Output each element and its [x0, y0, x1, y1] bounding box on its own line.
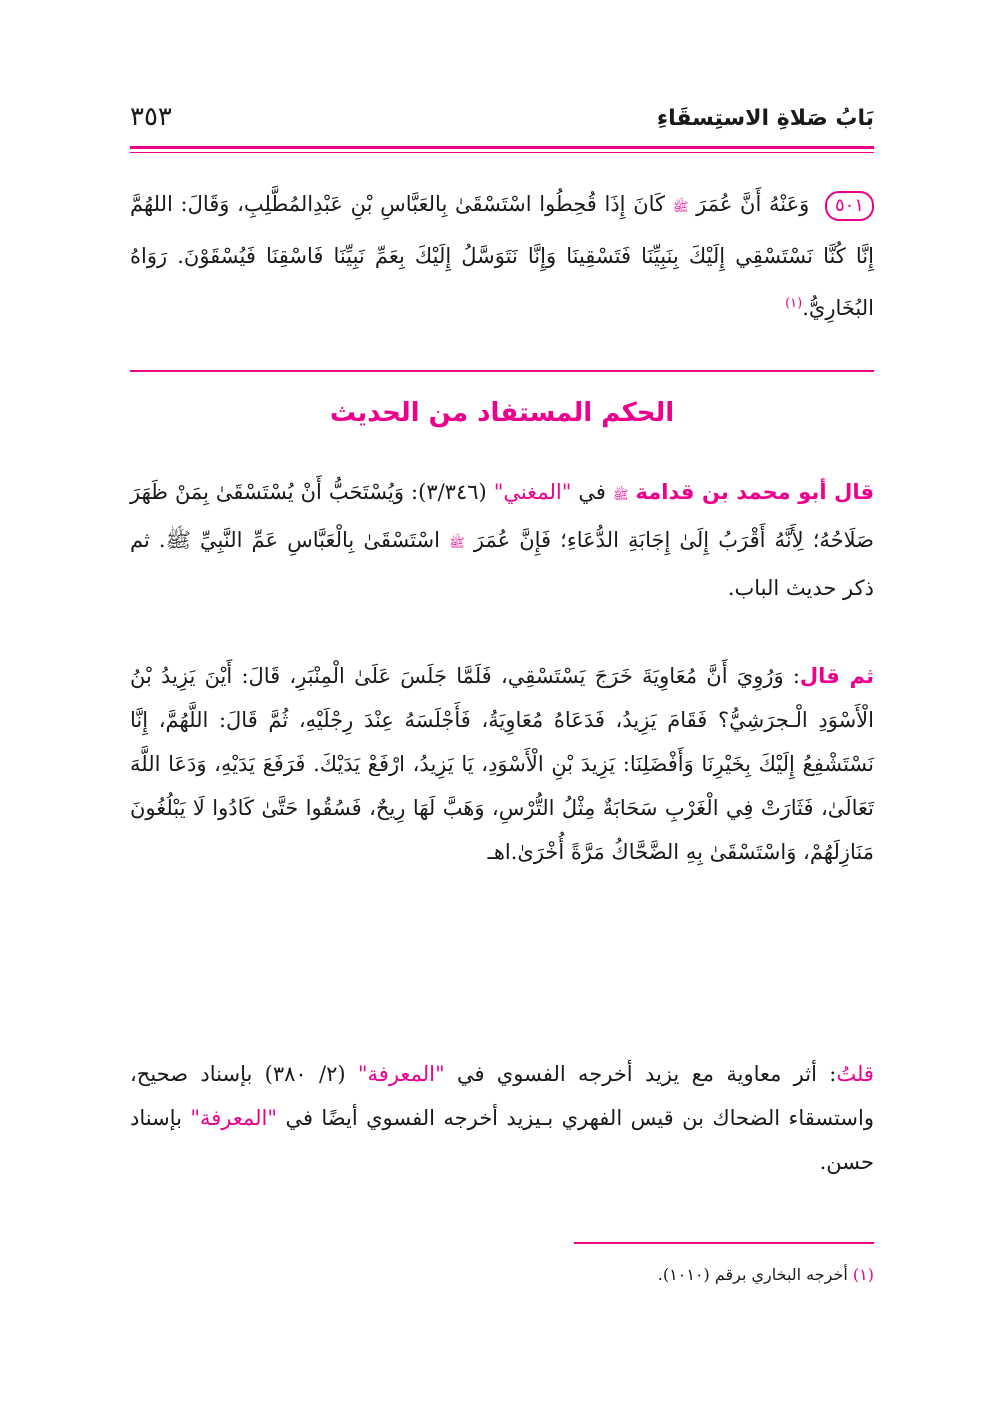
page-number: ٣٥٣	[130, 102, 172, 132]
book-title: "المعرفة"	[190, 1106, 278, 1130]
book-title: "المغني"	[493, 480, 572, 504]
paragraph-ibn-qudama	[130, 470, 874, 610]
hadith-part-1: وَعَنْهُ أَنَّ عُمَرَ	[696, 192, 810, 216]
hadith-part-2: كَانَ إِذَا قُحِطُوا اسْتَسْقَىٰ بِالعَبَّاسِ بْنِ عَبْدِالمُطَّلِبِ، وَقَالَ: اللهُمَّ إِنَّا كُنَّا نَسْتَسْقِي إِلَيْكَ بِنَبِيِّنَا فَتَسْقِينَا وَإِنَّا نَتَوَسَّلُ إِلَيْكَ بِعَمِّ نَبِيِّنَا فَاسْقِنَا فَيُسْقَوْنَ. رَوَاهُ البُخَارِيُّ.	[130, 192, 874, 320]
paragraph-muawiya	[130, 654, 874, 874]
honorific-symbol: ﷺ	[612, 488, 629, 503]
footnote-rule	[574, 1242, 874, 1244]
para3-text-1: : أثر معاوية مع يزيد أخرجه الفسوي في	[456, 1062, 837, 1086]
footnote-text: أخرجه البخاري برقم (١٠١٠).	[657, 1265, 848, 1284]
para1-text-2: (٣/٣٤٦): وَيُسْتَحَبُّ أَنْ يُسْتَسْقَىٰ بِمَنْ ظَهَرَ صَلَاحُهُ؛ لِأَنَّهُ أَقْرَبُ إِلَىٰ إِجَابَةِ الدُّعَاءِ؛ فَإِنَّ عُمَرَ	[130, 480, 874, 552]
hadith-divider	[130, 370, 874, 372]
paragraph-author-note	[130, 1052, 874, 1184]
para2-text: : وَرُوِيَ أَنَّ مُعَاوِيَةَ خَرَجَ يَسْتَسْقِي، فَلَمَّا جَلَسَ عَلَىٰ الْمِنْبَرِ، قَالَ: أَيْنَ يَزِيدُ بْنُ الْأَسْوَدِ الْـجرَشِيُّ؟ فَقَامَ يَزِيدُ، فَدَعَاهُ مُعَاوِيَةُ، فَأَجْلَسَهُ عِنْدَ رِجْلَيْهِ، ثُمَّ قَالَ: اللَّهُمَّ، إِنَّا نَسْتَشْفِعُ إِلَيْكَ بِخَيْرِنَا وَأَفْضَلِنَا: يَزِيدَ بْنِ الْأَسْوَدِ، يَا يَزِيدُ، ارْفَعْ يَدَيْكَ. فَرَفَعَ يَدَيْهِ، وَدَعَا اللَّهَ تَعَالَىٰ، فَثَارَتْ فِي الْغَرْبِ سَحَابَةٌ مِثْلُ التُّرْسِ، وَهَبَّ لَهَا رِيحٌ، فَسُقُوا حَتَّىٰ كَادُوا لَا يَبْلُغُونَ مَنَازِلَهُمْ، وَاسْتَسْقَىٰ بِهِ الضَّحَّاكُ مَرَّةً أُخْرَىٰ.اهـ	[130, 664, 874, 864]
para1-text-3: اسْتَسْقَىٰ بِالْعَبَّاسِ عَمِّ النَّبِيِّ ﷺ. ثم ذكر حديث الباب.	[130, 528, 874, 600]
para3-text-3: بإسناد حسن.	[130, 1106, 874, 1174]
hadith-text	[130, 180, 874, 332]
para1-text-1: في	[578, 480, 606, 504]
chapter-title: بَابُ صَلاةِ الاستِسقَاءِ	[656, 106, 874, 131]
header-rule-thin	[130, 152, 874, 153]
running-header	[130, 96, 874, 146]
header-rule-thick	[130, 146, 874, 149]
i-said-label: قلتُ	[836, 1062, 874, 1086]
footnote-number: (١)	[852, 1265, 874, 1284]
scholar-name: قال أبو محمد بن قدامة	[635, 480, 874, 504]
book-title: "المعرفة"	[357, 1062, 445, 1086]
hadith-number-badge: ٥٠١	[825, 191, 874, 221]
section-title: الحكم المستفاد من الحديث	[329, 398, 675, 428]
honorific-symbol: ﷺ	[672, 200, 689, 215]
then-he-said: ثم قال	[799, 664, 874, 688]
footnote	[130, 1262, 874, 1288]
footnote-reference[interactable]: (١)	[785, 296, 803, 311]
book-page	[130, 0, 874, 1418]
honorific-symbol: ﷺ	[449, 536, 465, 551]
para3-text-2: (٢/ ٣٨٠) بإسناد صحيح، واستسقاء الضحاك بن قيس الفهري بـيزيد أخرجه الفسوي أيضًا في	[130, 1062, 874, 1130]
